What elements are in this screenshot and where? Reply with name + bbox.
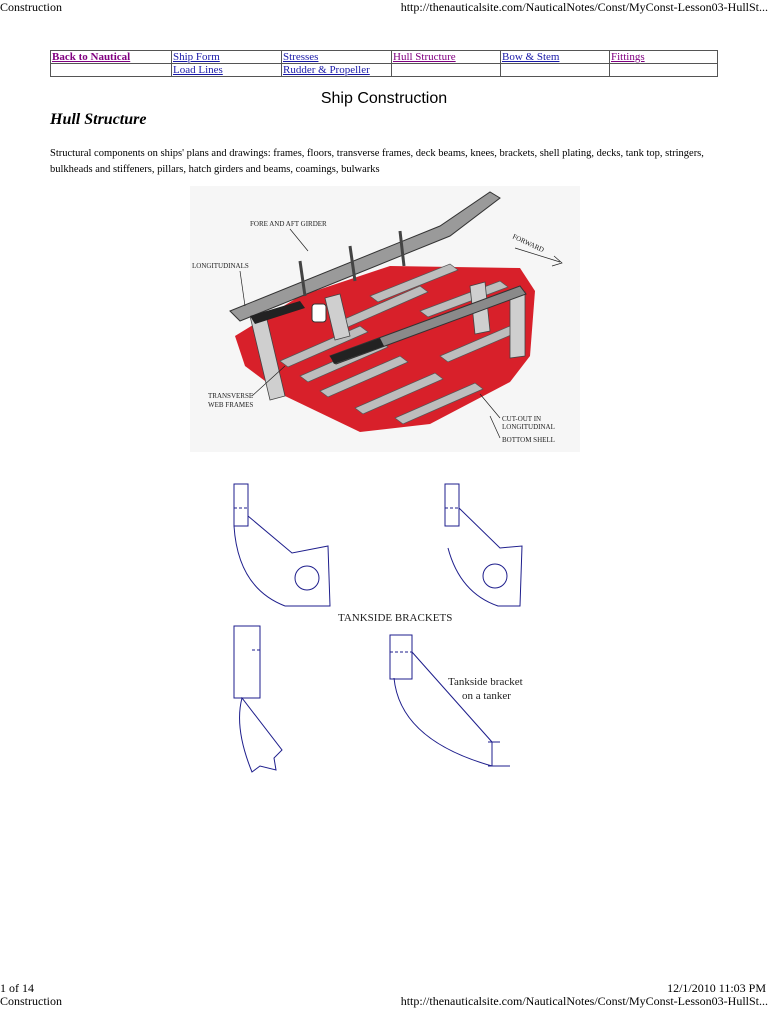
footer-url: http://thenauticalsite.com/NauticalNotes/Const/MyConst-Lesson03-HullSt... <box>400 994 768 1008</box>
nav-cell <box>392 51 501 64</box>
label-fore-aft-girder: FORE AND AFT GIRDER <box>250 220 327 228</box>
label-forward: FORWARD <box>511 232 546 255</box>
nav-cell <box>172 64 282 77</box>
footer-page-indicator: 1 of 14 <box>0 981 34 995</box>
nav-link-bow-stem[interactable]: Bow & Stem <box>502 51 560 63</box>
nav-row-1 <box>51 51 718 64</box>
header-url: http://thenauticalsite.com/NauticalNotes/Const/MyConst-Lesson03-HullSt... <box>400 0 768 14</box>
nav-cell-empty <box>610 64 718 77</box>
section-title: Hull Structure <box>50 111 147 128</box>
tanker-label-1: Tankside bracket <box>448 676 523 688</box>
nav-cell-empty <box>392 64 501 77</box>
label-longitudinals: LONGITUDINALS <box>192 262 249 270</box>
footer-title: Construction <box>0 994 62 1008</box>
label-longitudinal: LONGITUDINAL <box>502 423 555 431</box>
figure2-caption: TANKSIDE BRACKETS <box>338 612 453 624</box>
nav-link-load-lines[interactable]: Load Lines <box>173 64 223 76</box>
nav-cell <box>610 51 718 64</box>
page-title: Ship Construction <box>320 90 448 107</box>
nav-cell <box>172 51 282 64</box>
nav-link-hull-structure[interactable]: Hull Structure <box>393 51 456 63</box>
label-bottom-shell: BOTTOM SHELL <box>502 436 555 444</box>
hull-structure-diagram <box>190 186 580 452</box>
nav-table <box>50 50 718 77</box>
tankside-brackets-diagram <box>230 478 536 774</box>
label-transverse: TRANSVERSE <box>208 392 254 400</box>
label-web-frames: WEB FRAMES <box>208 401 254 409</box>
nav-row-2 <box>51 64 718 77</box>
tanker-label-2: on a tanker <box>462 690 511 702</box>
footer-datetime: 12/1/2010 11:03 PM <box>667 981 766 995</box>
nav-link-back-to-nautical[interactable]: Back to Nautical <box>52 51 131 63</box>
label-cutout: CUT-OUT IN <box>502 415 542 423</box>
header-title: Construction <box>0 0 62 14</box>
intro-paragraph: Structural components on ships' plans and drawings: frames, floors, transverse frames, deck beams, knees, brackets, shell plating, decks, tank top, stringers, bulkheads and stiffeners, pillars, hatch girders and beams, coamings, bulwarks <box>50 148 704 175</box>
nav-link-rudder-propeller[interactable]: Rudder & Propeller <box>283 64 370 76</box>
nav-link-ship-form[interactable]: Ship Form <box>173 51 220 63</box>
nav-cell <box>282 64 392 77</box>
nav-cell <box>51 51 172 64</box>
nav-cell <box>501 51 610 64</box>
nav-link-fittings[interactable]: Fittings <box>611 51 645 63</box>
nav-cell-empty <box>501 64 610 77</box>
nav-cell <box>282 51 392 64</box>
nav-cell-empty <box>51 64 172 77</box>
nav-link-stresses[interactable]: Stresses <box>283 51 319 63</box>
